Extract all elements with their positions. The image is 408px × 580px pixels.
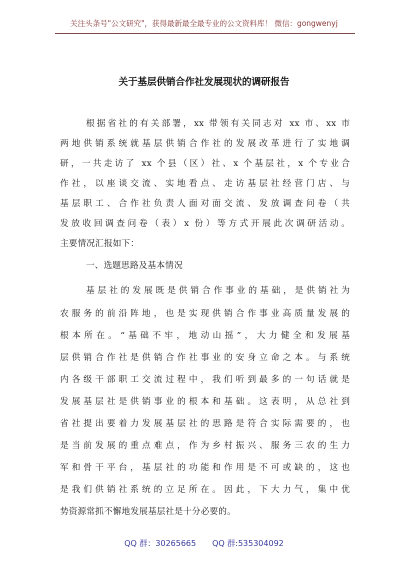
body-line: 是我们供销社系统的立足所在。因此，下大力气，集中优 <box>60 485 350 495</box>
body-line: 势资源常抓不懈地发展基层社是十分必要的。 <box>60 507 236 517</box>
body-line: 省社提出要着力发展基层社的思路是符合实际需要的，也 <box>60 419 350 429</box>
body-line: 层供销合作社是供销合作社事业的安身立命之本。与系统 <box>60 353 350 363</box>
footer-qq-group-2: QQ 群:535304092 <box>212 539 284 548</box>
body-line: 农服务的前沿阵地，也是实现供销合作事业高质量发展的 <box>60 309 350 319</box>
body-line: 根本所在。“基础不牢，地动山摇”，大力健全和发展基 <box>60 331 350 341</box>
section-heading: 一、选题思路及基本情况 <box>86 261 183 271</box>
body-line: 发展基层社是供销事业的根本和基础。这表明，从总社到 <box>60 397 350 407</box>
footer-qq-group-1: QQ 群：30265665 <box>124 539 197 548</box>
footer-contacts <box>0 538 408 549</box>
body-line: 研，一共走访了 xx 个县（区）社、x 个基层社，x 个专业合 <box>60 159 350 169</box>
body-line: 主要情况汇报如下： <box>60 239 140 249</box>
body-line: 作社，以座谈交流、实地看点、走访基层社经营门店、与 <box>60 179 350 189</box>
body-line: 基层社的发展既是供销合作事业的基础，是供销社为 <box>86 286 350 296</box>
header-divider <box>55 33 355 34</box>
document-title: 关于基层供销合作社发展现状的调研报告 <box>118 77 290 88</box>
header-note: 关注头条号"公文研究"，获得最新最全最专业的公文资料库！ 微信：gongwenyj <box>70 19 338 28</box>
body-line: 根据省社的有关部署，xx 带领有关同志对 xx 市、xx 市 <box>86 119 350 129</box>
body-line: 两地供销系统就基层供销合作社的发展改革进行了实地调 <box>60 139 350 149</box>
body-line: 是当前发展的重点难点，作为乡村振兴、服务三农的生力 <box>60 441 350 451</box>
body-line: 发放收回调查问卷（表）x 份）等方式开展此次调研活动。 <box>60 219 350 229</box>
body-line: 基层职工、合作社负责人面对面交流、发放调查问卷（共 <box>60 199 350 209</box>
body-line: 内各级干部职工交流过程中，我们听到最多的一句话就是 <box>60 375 350 385</box>
body-line: 军和骨干平台，基层社的功能和作用是不可或缺的，这也 <box>60 463 350 473</box>
